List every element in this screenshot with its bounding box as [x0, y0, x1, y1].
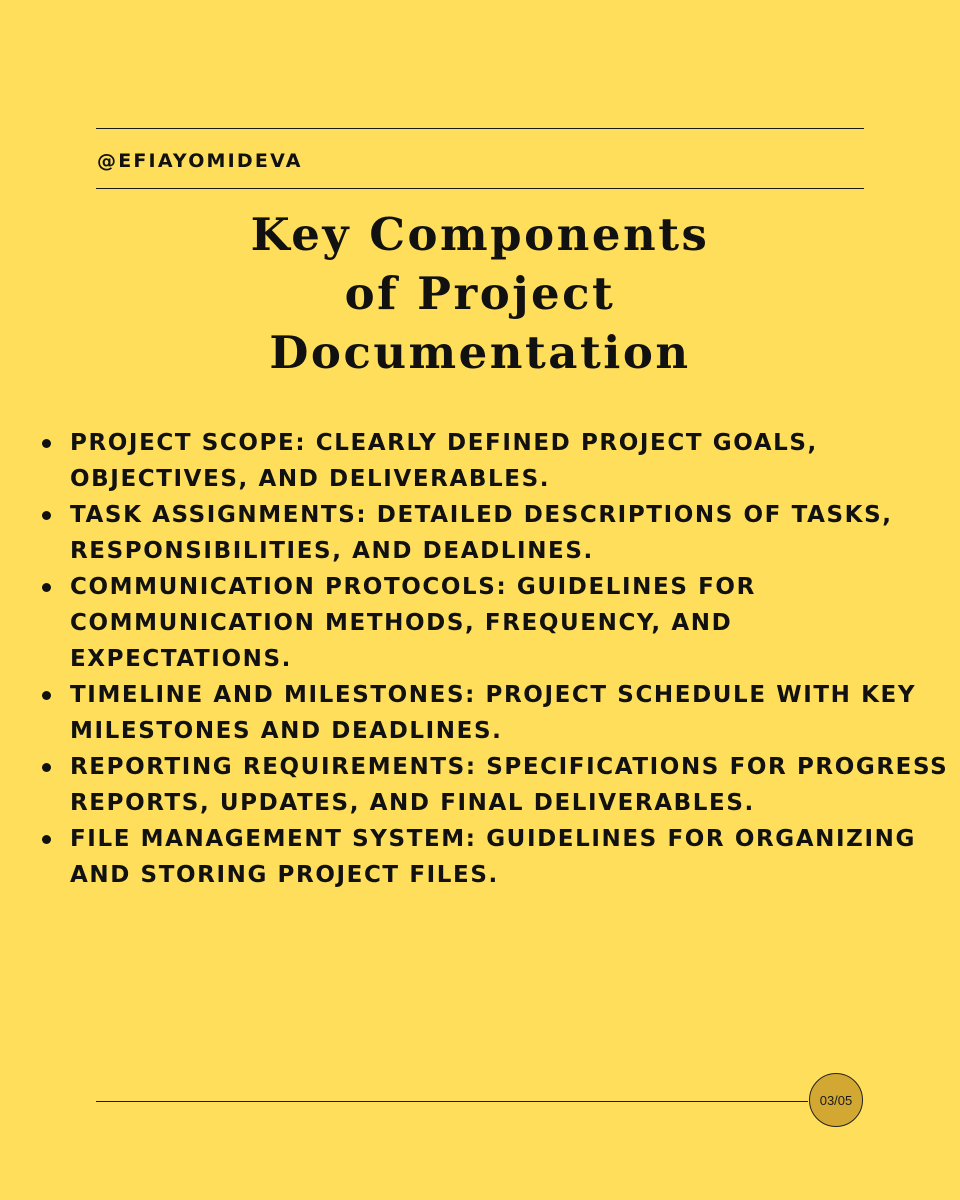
title-line: Key Components: [250, 208, 710, 261]
list-item-text: COMMUNICATION METHODS, FREQUENCY, AND: [70, 610, 733, 636]
page-indicator-badge: 03/05: [809, 1073, 863, 1127]
list-item-text: OBJECTIVES, AND DELIVERABLES.: [70, 466, 551, 492]
list-item-text: FILE MANAGEMENT SYSTEM: GUIDELINES FOR ORGANIZING: [70, 826, 916, 852]
list-item-file-management: [36, 821, 946, 893]
author-handle: @EFIAYOMIDEVA: [97, 150, 303, 172]
list-item-text: PROJECT SCOPE: CLEARLY DEFINED PROJECT GOALS,: [70, 430, 818, 456]
list-item-text: TIMELINE AND MILESTONES: PROJECT SCHEDULE WITH KEY: [70, 682, 917, 708]
list-item-text: COMMUNICATION PROTOCOLS: GUIDELINES FOR: [70, 574, 756, 600]
bullet-icon: [42, 511, 51, 520]
list-item-text: EXPECTATIONS.: [70, 646, 292, 672]
list-item-text: RESPONSIBILITIES, AND DEADLINES.: [70, 538, 594, 564]
list-item-reporting-requirements: [36, 749, 949, 821]
list-item-timeline-milestones: [36, 677, 946, 749]
list-item-text: MILESTONES AND DEADLINES.: [70, 718, 503, 744]
list-item-project-scope: [36, 425, 946, 497]
bullet-icon: [42, 691, 51, 700]
top-divider: [96, 128, 864, 129]
list-item-text: REPORTING REQUIREMENTS: SPECIFICATIONS FOR PROGRESS: [70, 754, 949, 780]
bullet-icon: [42, 835, 51, 844]
bullet-icon: [42, 583, 51, 592]
footer-divider: [96, 1101, 808, 1102]
list-item-text: TASK ASSIGNMENTS: DETAILED DESCRIPTIONS OF TASKS,: [70, 502, 893, 528]
list-item-communication-protocols: [36, 569, 946, 677]
list-item-text: REPORTS, UPDATES, AND FINAL DELIVERABLES.: [70, 790, 755, 816]
header-divider: [96, 188, 864, 189]
title-line: of Project: [344, 267, 616, 320]
list-item-text: AND STORING PROJECT FILES.: [70, 862, 499, 888]
list-item-task-assignments: [36, 497, 946, 569]
components-list: [36, 425, 949, 893]
page-title: [180, 205, 780, 382]
title-line: Documentation: [269, 326, 691, 379]
bullet-icon: [42, 439, 51, 448]
bullet-icon: [42, 763, 51, 772]
